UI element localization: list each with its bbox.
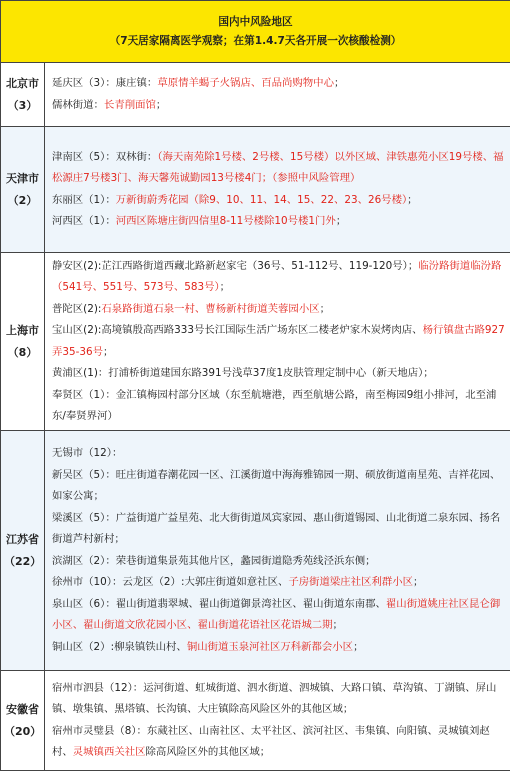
- area-text: 铜山区（2）:柳泉镇铁山村、: [52, 641, 187, 653]
- highlighted-area: 草原情羊蝎子火锅店、百品尚购物中心: [157, 77, 334, 89]
- district-name: 无锡市（12）: [52, 447, 112, 459]
- area-text: 除高风险区外的其他区域；: [146, 746, 271, 758]
- district-name: 奉贤区（1）: [52, 389, 105, 401]
- detail-cell: [45, 253, 510, 431]
- district-name: 静安区(2):: [52, 260, 101, 272]
- detail-cell: [45, 127, 510, 253]
- detail-line: [52, 594, 506, 637]
- table-row: [1, 63, 510, 127]
- highlighted-area: 杨行镇盘古路927弄35-36号: [52, 324, 505, 358]
- header-row: [1, 1, 510, 63]
- highlighted-area: 子房街道梁庄社区利群小区: [288, 576, 413, 588]
- area-text: ；: [220, 281, 230, 293]
- highlighted-area: 石泉路街道石泉一村、曹杨新村街道芙蓉园小区: [101, 303, 319, 315]
- detail-line: [52, 637, 506, 659]
- area-text: 泉山区（6）：翟山街道翡翠城、翟山街道御景湾社区、翟山街道东南郡、: [52, 598, 386, 610]
- table-row: [1, 671, 510, 771]
- detail-cell: [45, 671, 510, 771]
- district-name: 津南区（5）: [52, 151, 105, 163]
- table-row: [1, 431, 510, 671]
- area-text: ；: [333, 619, 343, 631]
- area-text: ；: [320, 303, 330, 315]
- area-text: ：双林街：: [105, 151, 157, 163]
- detail-cell: [45, 63, 510, 127]
- highlighted-area: 翟山街道姚庄社区昆仑御小区、翟山街道文欣花园小区、翟山街道花语社区花语城二期: [52, 598, 500, 632]
- detail-line: [52, 147, 506, 190]
- detail-line: [52, 190, 506, 212]
- area-text: ：打浦桥街道建国东路391号浅草37度1皮肤管理定制中心（新天地店）；: [98, 367, 434, 379]
- detail-line: [52, 551, 506, 573]
- area-text: ；: [336, 215, 346, 227]
- area-text: ；: [156, 99, 166, 111]
- highlighted-area: 长青削面馆: [104, 99, 156, 111]
- area-text: ：运河街道、虹城街道、泗水街道、泗城镇、大路口镇、草沟镇、丁湖镇、屏山镇、墩集镇、黑塔镇、长沟镇、大庄镇除高风险区外的其他区域；: [52, 682, 496, 716]
- area-text: 滨湖区（2）：荣巷街道集景苑其他片区，蠡园街道隐秀苑线泾浜东侧；: [52, 555, 376, 567]
- detail-line: [52, 256, 506, 299]
- area-text: 儒林街道：: [52, 99, 104, 111]
- region-cell: 江苏省（22）: [1, 431, 45, 671]
- area-text: ；: [334, 77, 344, 89]
- detail-cell: [45, 431, 510, 671]
- region-cell: 北京市（3）: [1, 63, 45, 127]
- area-text: ：东蒇社区、山南社区、太平社区、滨河社区、韦集镇、向阳镇、灵城镇刘赵村、: [52, 725, 490, 759]
- area-text: ；: [407, 194, 417, 206]
- detail-line: [52, 363, 506, 385]
- area-text: ：康庄镇：: [105, 77, 157, 89]
- district-name: 宿州市灵璧县（8）: [52, 725, 137, 737]
- detail-line: [52, 320, 506, 363]
- highlighted-area: 万新街蔚秀花园（除9、10、11、14、15、22、23、26号楼）: [116, 194, 407, 206]
- detail-line: [52, 721, 506, 764]
- detail-line: [52, 508, 506, 551]
- area-text: ；: [103, 346, 113, 358]
- detail-line: [52, 95, 506, 117]
- highlighted-area: 临汾路街道临汾路（541号、551号、573号、583号）: [52, 260, 501, 294]
- detail-line: [52, 443, 506, 465]
- highlighted-area: （海天南苑除1号楼、2号楼、15号楼）以外区域、津铁惠苑小区19号楼、福松源庄7号楼3门、海天馨苑诚勤园13号楼4门；（参照中风险管理）: [52, 151, 504, 185]
- detail-line: [52, 211, 506, 233]
- highlighted-area: 灵城镇西关社区: [73, 746, 146, 758]
- district-name: 河西区（1）: [52, 215, 105, 227]
- area-text: ：云龙区（2）:大郭庄街道如意社区、: [112, 576, 288, 588]
- area-text: ；: [413, 576, 423, 588]
- area-text: ：: [105, 215, 115, 227]
- district-name: 徐州市（10）: [52, 576, 112, 588]
- area-text: ：: [105, 194, 115, 206]
- district-name: 延庆区（3）: [52, 77, 105, 89]
- area-text: 高境镇殷高西路333号长江国际生活广场东区二楼老炉家木炭烤肉店、: [101, 324, 422, 336]
- area-text: 梁溪区（5）：广益街道广益星苑、北大街街道凤宾家园、惠山街道锡园、山北街道二泉东园、扬名街道芦村新村；: [52, 512, 500, 546]
- area-text: 新吴区（5）：旺庄街道春潮花园一区、江溪街道中海海雅锦园一期、硕放街道南星苑、吉祥花园、如家公寓；: [52, 469, 500, 503]
- region-cell: 安徽省（20）: [1, 671, 45, 771]
- district-name: 东丽区（1）: [52, 194, 105, 206]
- district-name: 宝山区(2):: [52, 324, 101, 336]
- detail-line: [52, 465, 506, 508]
- highlighted-area: 铜山街道玉泉河社区万科新都会小区: [187, 641, 353, 653]
- table-subtitle: （7天居家隔离医学观察；在第1.4.7天各开展一次核酸检测）: [1, 32, 510, 51]
- detail-line: [52, 678, 506, 721]
- area-text: ；: [353, 641, 363, 653]
- area-text: ：金汇镇梅园村部分区域（东至航塘港，西至航塘公路，南至梅园9组小排河，北至浦东/奉贤界河）: [52, 389, 496, 423]
- area-text: ：: [112, 447, 122, 459]
- table-header: [1, 1, 510, 63]
- highlighted-area: 河西区陈塘庄街四信里8-11号楼除10号楼1门外: [116, 215, 336, 227]
- table-row: [1, 253, 510, 431]
- district-name: 黄浦区(1): [52, 367, 98, 379]
- district-name: 宿州市泗县（12）: [52, 682, 133, 694]
- table-row: [1, 127, 510, 253]
- table-title: 国内中风险地区: [1, 13, 510, 32]
- detail-line: [52, 299, 506, 321]
- region-cell: 天津市（2）: [1, 127, 45, 253]
- detail-line: [52, 385, 506, 428]
- area-text: 芷江西路街道西藏北路新赵家宅（36号、51-112号、119-120号）；: [101, 260, 418, 272]
- district-name: 普陀区(2):: [52, 303, 101, 315]
- region-cell: 上海市（8）: [1, 253, 45, 431]
- detail-line: [52, 572, 506, 594]
- detail-line: [52, 73, 506, 95]
